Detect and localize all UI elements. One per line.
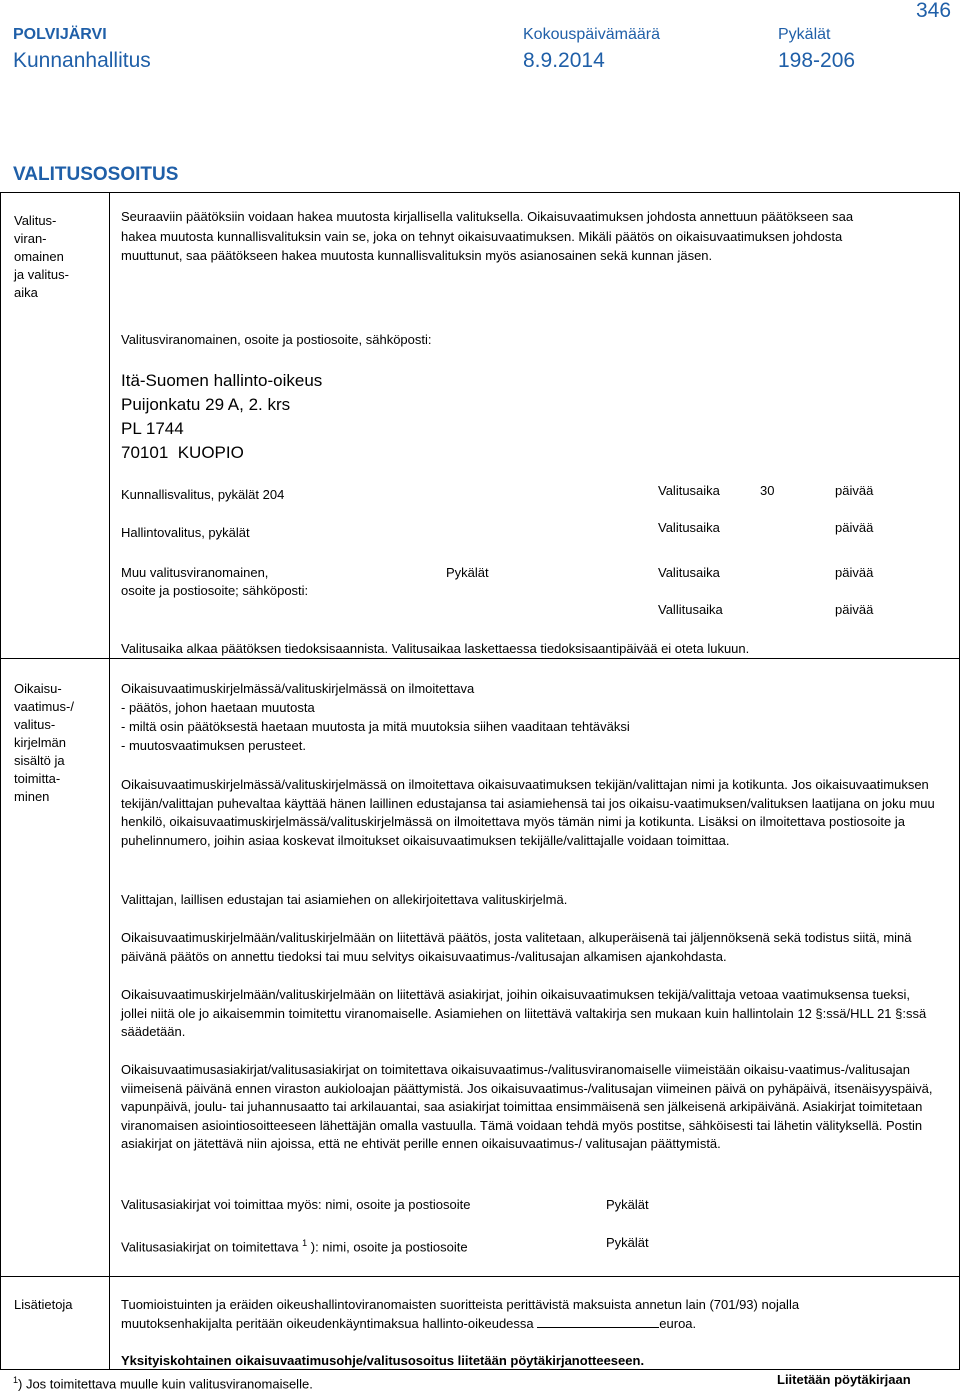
section-label-contents: Oikaisu- vaatimus-/ valitus- kirjelmän sisältö ja toimitta- minen bbox=[14, 681, 74, 804]
fees-line-2: muutoksenhakijalta peritään oikeudenkäyntimaksua hallinto-oikeudessa euroa. bbox=[121, 1316, 697, 1331]
frame-left bbox=[0, 192, 1, 1370]
page-number: 346 bbox=[916, 0, 952, 22]
attachment-note: Liitetään pöytäkirjaan bbox=[777, 1372, 911, 1387]
delivery-to-items: Pykälät bbox=[606, 1235, 649, 1250]
section-label-authority: Valitus- viran- omainen ja valitus- aika bbox=[14, 213, 69, 300]
meeting-date-label: Kokouspäivämäärä bbox=[523, 26, 660, 43]
other-authority-label: Muu valitusviranomainen, bbox=[121, 565, 269, 580]
days-unit-1: päivää bbox=[835, 483, 874, 498]
address-line-4: 70101 KUOPIO bbox=[121, 443, 244, 462]
other-items-label: Pykälät bbox=[446, 565, 489, 580]
intro-line-3: muuttunut, saa päätökseen hakea muutosta kunnallisvalituksin myös asianosainen sekä kunnan jäsen. bbox=[121, 248, 713, 263]
appeal-time-note: Valitusaika alkaa päätöksen tiedoksisaannista. Valitusaikaa laskettaessa tiedoksisaantipäivää ei oteta lukuun. bbox=[121, 641, 750, 656]
admin-appeal-label: Hallintovalitus, pykälät bbox=[121, 525, 250, 540]
days-unit-2: päivää bbox=[835, 520, 874, 535]
list-item: - päätös, johon haetaan muutosta bbox=[121, 700, 315, 715]
section-label-more-info: Lisätietoja bbox=[14, 1297, 73, 1312]
days-unit-3: päivää bbox=[835, 565, 874, 580]
page-title: VALITUSOSOITUS bbox=[13, 164, 179, 185]
list-intro: Oikaisuvaatimuskirjelmässä/valituskirjelmässä on ilmoitettava bbox=[121, 681, 475, 696]
appeal-days: 30 bbox=[760, 483, 775, 498]
address-line-3: PL 1744 bbox=[121, 419, 184, 438]
footnote-ref: 1 bbox=[302, 1238, 308, 1248]
footnote: $^1$) Jos toimitettava muulle kuin valitusviranomaiselle. bbox=[13, 1375, 313, 1392]
days-unit-4: päivää bbox=[835, 602, 874, 617]
paragraph-appellant-info: Oikaisuvaatimuskirjelmässä/valituskirjelmässä on ilmoitettava oikaisuvaatimuksen tekijän/valittajan nimi ja kotikunta. Jos oikaisuvaatimuksen tekijän/valittajan puhevaltaa käyttää hänen laillinen edustajansa tai asiamiehensä tai jos oikaisu-vaatimuksen/valituksen laatijana on joku muu henkilö, oikaisuvaatimuskirjelmässä/valituskirjelmässä on ilmoitettava myös tämän nimi ja kotikunta. Lisäksi on ilmoitettava postiosoite ja puhelinnumero, joihin asiaa koskevat ilmoitukset oikaisuvaatimuksen tekijälle/valittajalle voidaan toimittaa. bbox=[121, 777, 935, 848]
list-item: - muutosvaatimuksen perusteet. bbox=[121, 738, 306, 753]
appeal-time-label-3: Valitusaika bbox=[658, 565, 720, 580]
address-line-2: Puijonkatu 29 A, 2. krs bbox=[121, 395, 291, 414]
meeting-date: 8.9.2014 bbox=[523, 49, 605, 72]
intro-line-2: hakea muutosta kunnallisvalituksin vain se, joka on tehnyt oikaisuvaatimuksen. Mikäli päätös on oikaisuvaatimuksen johdosta bbox=[121, 229, 843, 244]
appeal-time-label-2: Valitusaika bbox=[658, 520, 720, 535]
intro-line-1: Seuraaviin päätöksiin voidaan hakea muutosta kirjallisella valituksella. Oikaisuvaatimuksen johdosta annettuun päätökseen saa bbox=[121, 209, 854, 224]
delivery-alt-items: Pykälät bbox=[606, 1197, 649, 1212]
delivery-to-label: Valitusasiakirjat on toimitettava $^1$ ): nimi, osoite ja postiosoite bbox=[121, 1238, 468, 1255]
authority-label: Valitusviranomainen, osoite ja postiosoite, sähköposti: bbox=[121, 332, 432, 347]
address-line-1: Itä-Suomen hallinto-oikeus bbox=[121, 371, 323, 390]
other-authority-label-2: osoite ja postiosoite; sähköposti: bbox=[121, 583, 309, 598]
items-label: Pykälät bbox=[778, 26, 831, 43]
appeal-time-label-4: Vallitusaika bbox=[658, 602, 723, 617]
fee-amount-blank bbox=[537, 1314, 659, 1328]
paragraph-attachments: Oikaisuvaatimuskirjelmään/valituskirjelmään on liitettävä päätös, josta valitetaan, alkuperäisenä tai jäljennöksenä sekä todistus siitä, minä päivänä päätös on annettu tiedoksi tai muu selvitys oikaisuvaatimus-/valitusajan alkamisen ajankohdasta. bbox=[121, 930, 912, 964]
divider-section2 bbox=[0, 658, 960, 659]
fees-line-1: Tuomioistuinten ja eräiden oikeushallintoviranomaisten suoritteista perittävistä maksuista annetun lain (701/93) nojalla bbox=[121, 1297, 800, 1312]
org-name: POLVIJÄRVI bbox=[13, 26, 107, 43]
delivery-alt-label: Valitusasiakirjat voi toimittaa myös: nimi, osoite ja postiosoite bbox=[121, 1197, 471, 1212]
list-item: - miltä osin päätöksestä haetaan muutosta ja mitä muutoksia siihen vaaditaan tehtäväksi bbox=[121, 719, 630, 734]
divider-section3 bbox=[0, 1276, 960, 1277]
column-divider bbox=[109, 192, 110, 1370]
divider-top bbox=[0, 192, 960, 193]
paragraph-delivery: Oikaisuvaatimusasiakirjat/valitusasiakirjat on toimitettava oikaisuvaatimus-/valitusviranomaiselle viimeistään oikaisu-vaatimus-/valitusajan viimeisenä päivänä ennen viraston aukioloajan päättymistä. Jos oikaisuvaatimus-/valitusajan viimeinen päivä on pyhäpäivä, itsenäisyyspäivä, vapunpäivä, joulu- tai juhannusaatto tai arkilauantai, saa asiakirjat toimittaa ensimmäisenä sen jälkeisenä arkipäivänä. Asiakirjat toimitetaan viranomaisen asiointiosoitteeseen lähettäjän omalla vastuulla. Tämä voidaan tehdä myös postitse, sähköisesti tai lähetin välityksellä. Postin asiakirjat on jätettävä niin ajoissa, että ne ehtivät perille ennen oikaisuvaatimus-/ valitusajan päättymistä. bbox=[121, 1062, 933, 1151]
municipal-appeal-label: Kunnallisvalitus, pykälät 204 bbox=[121, 487, 285, 502]
instruction-note: Yksityiskohtainen oikaisuvaatimusohje/valitusosoitus liitetään pöytäkirjanotteeseen. bbox=[121, 1353, 645, 1368]
body-name: Kunnanhallitus bbox=[13, 49, 151, 72]
items-range: 198-206 bbox=[778, 49, 856, 72]
paragraph-signature: Valittajan, laillisen edustajan tai asiamiehen on allekirjoitettava valituskirjelmä. bbox=[121, 892, 568, 907]
paragraph-documents: Oikaisuvaatimuskirjelmään/valituskirjelmään on liitettävä asiakirjat, joihin oikaisuvaatimuksen tekijä/valittaja vetoaa vaatimuksensa tueksi, jollei niitä ole jo aikaisemmin toimitettu viranomaiselle. Asiamiehen on liitettävä valtakirja sen mukaan kuin hallintolain 12 §:ssä/HLL 21 §:ssä säädetään. bbox=[121, 987, 927, 1039]
appeal-time-label-1: Valitusaika bbox=[658, 483, 720, 498]
